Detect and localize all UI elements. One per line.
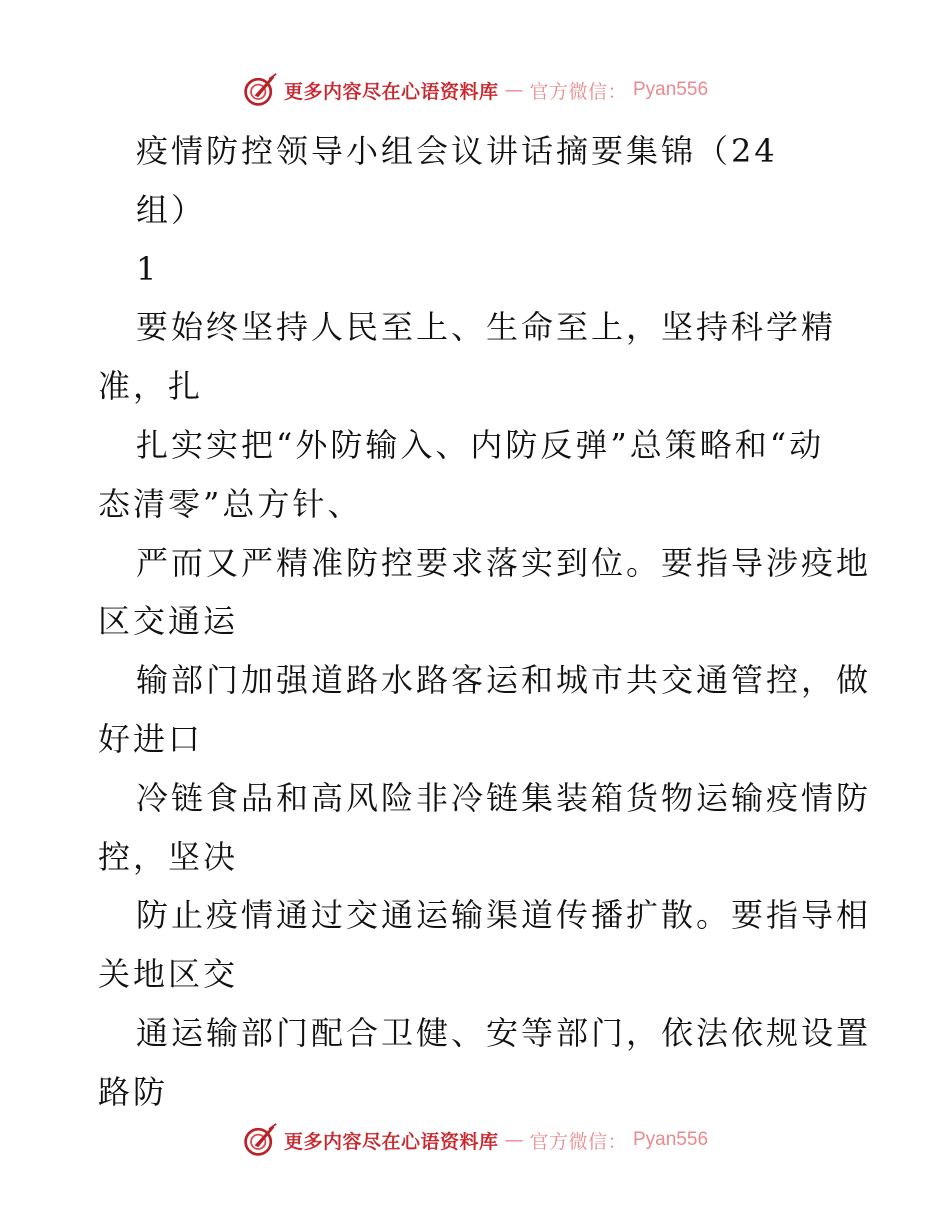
text-line: 通运输部门配合卫健、安等部门，依法依规设置 <box>136 1013 872 1052</box>
quill-pen-logo-icon <box>242 1122 278 1158</box>
footer-banner <box>0 1120 950 1160</box>
text-line: 态清零”总方针、 <box>98 484 363 523</box>
document-title-line-1: 疫情防控领导小组会议讲话摘要集锦（24 <box>136 132 778 170</box>
text-line: 准，扎 <box>98 367 204 406</box>
banner-main-text: 更多内容尽在心语资料库 <box>283 80 499 103</box>
banner-wechat-id: Pyan556 <box>633 79 709 100</box>
text-line: 路防 <box>98 1072 169 1111</box>
banner-main-text: 更多内容尽在心语资料库 <box>283 1130 499 1153</box>
banner-wechat-id: Pyan556 <box>633 1129 709 1150</box>
text-line: 输部门加强道路水路客运和城市共交通管控，做 <box>136 661 872 700</box>
text-line: 严而又严精准防控要求落实到位。要指导涉疫地 <box>136 543 872 582</box>
document-body <box>98 122 872 1122</box>
text-line: 好进口 <box>98 719 204 758</box>
document-title-line-2: 组） <box>136 190 207 229</box>
text-line: 控，坚决 <box>98 837 239 876</box>
text-line: 冷链食品和高风险非冷链集装箱货物运输疫情防 <box>136 778 872 817</box>
banner-wechat-label: 官方微信： <box>529 1130 627 1153</box>
banner-dash: — <box>504 1129 524 1151</box>
banner-wechat-label: 官方微信： <box>529 80 627 103</box>
text-line: 要始终坚持人民至上、生命至上，坚持科学精 <box>136 308 837 347</box>
header-banner <box>0 70 950 110</box>
text-line: 区交通运 <box>98 602 239 641</box>
banner-dash: — <box>504 79 524 101</box>
quill-pen-logo-icon <box>242 72 278 108</box>
text-line: 扎实实把“外防输入、内防反弹”总策略和“动 <box>136 425 825 464</box>
text-line: 防止疫情通过交通运输渠道传播扩散。要指导相 <box>136 896 872 935</box>
text-line: 关地区交 <box>98 955 239 994</box>
section-number: 1 <box>136 249 160 288</box>
